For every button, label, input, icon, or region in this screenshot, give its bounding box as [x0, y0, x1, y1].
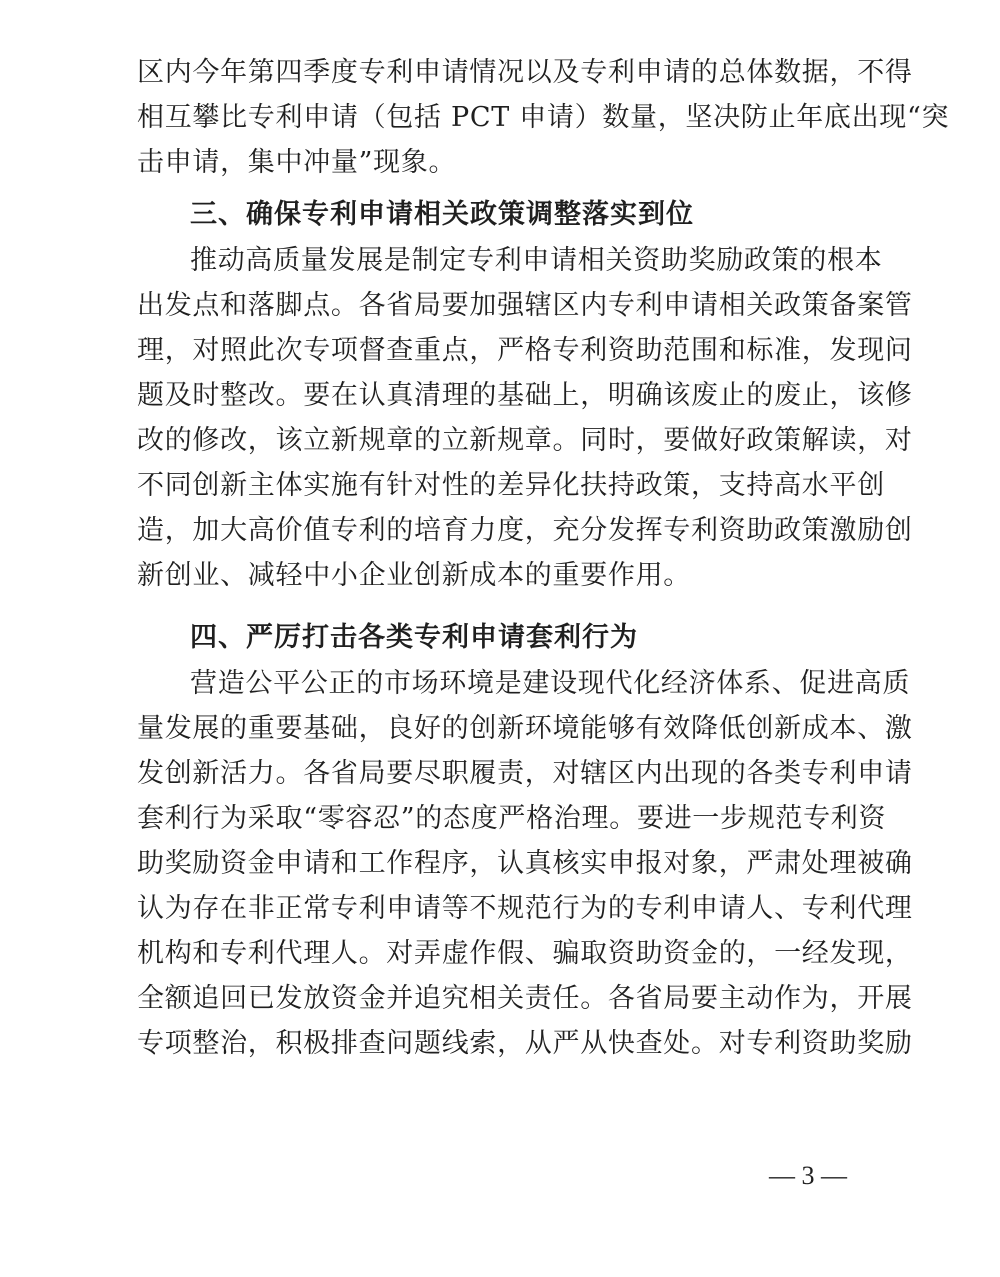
text-line: 专项整治，积极排查问题线索，从严从快查处。对专利资助奖励 [137, 1028, 913, 1059]
text-line: 出发点和落脚点。各省局要加强辖区内专利申请相关政策备案管 [137, 290, 913, 321]
section-three [137, 192, 879, 237]
text-line: 全额追回已发放资金并追究相关责任。各省局要主动作为，开展 [137, 983, 913, 1014]
text-line: 改的修改，该立新规章的立新规章。同时，要做好政策解读，对 [137, 425, 913, 456]
text-line: 相互攀比专利申请（包括 PCT 申请）数量，坚决防止年底出现“突 [137, 102, 950, 133]
page-number: — 3 — [769, 1161, 847, 1190]
section-heading: 四、严厉打击各类专利申请套利行为 [190, 622, 638, 653]
text-line: 不同创新主体实施有针对性的差异化扶持政策，支持高水平创 [137, 470, 885, 501]
text-line: 量发展的重要基础，良好的创新环境能够有效降低创新成本、激 [137, 713, 913, 744]
section-heading: 三、确保专利申请相关政策调整落实到位 [190, 199, 694, 230]
text-line: 理，对照此次专项督查重点，严格专利资助范围和标准，发现问 [137, 335, 913, 366]
text-line: 助奖励资金申请和工作程序，认真核实申报对象，严肃处理被确 [137, 848, 913, 879]
text-line: 推动高质量发展是制定专利申请相关资助奖励政策的根本 [190, 245, 883, 276]
intro-paragraph [137, 50, 950, 185]
text-line: 击申请，集中冲量”现象。 [137, 147, 457, 178]
section-four-body [137, 661, 913, 1066]
text-line: 套利行为采取“零容忍”的态度严格治理。要进一步规范专利资 [137, 803, 887, 834]
text-line: 新创业、减轻中小企业创新成本的重要作用。 [137, 560, 691, 591]
text-line: 题及时整改。要在认真清理的基础上，明确该废止的废止，该修 [137, 380, 913, 411]
text-line: 机构和专利代理人。对弄虚作假、骗取资助资金的，一经发现， [137, 938, 913, 969]
text-line: 认为存在非正常专利申请等不规范行为的专利申请人、专利代理 [137, 893, 913, 924]
text-line: 营造公平公正的市场环境是建设现代化经济体系、促进高质 [190, 668, 911, 699]
section-three-body [137, 238, 913, 598]
text-line: 造，加大高价值专利的培育力度，充分发挥专利资助政策激励创 [137, 515, 913, 546]
text-line: 区内今年第四季度专利申请情况以及专利申请的总体数据，不得 [137, 57, 913, 88]
text-line: 发创新活力。各省局要尽职履责，对辖区内出现的各类专利申请 [137, 758, 913, 789]
section-four [137, 615, 879, 660]
